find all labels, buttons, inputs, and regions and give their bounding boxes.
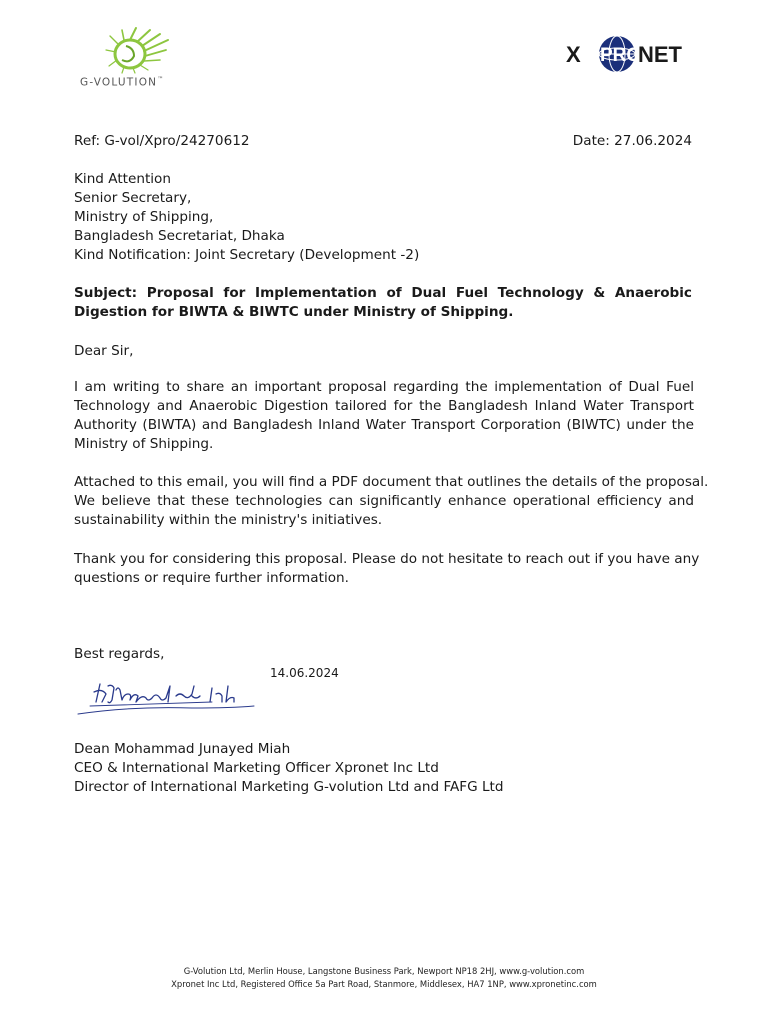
letter-date: Date: 27.06.2024 bbox=[572, 133, 692, 149]
svg-text:NET: NET bbox=[638, 42, 682, 67]
paragraph-line: Technology and Anaerobic Digestion tailored for the Bangladesh Inland Water Transport bbox=[74, 398, 694, 414]
footer-line: G-Volution Ltd, Merlin House, Langstone Business Park, Newport NP18 2HJ, www.g-volution.com bbox=[183, 966, 585, 976]
svg-text:X: X bbox=[566, 42, 581, 67]
signer-title: CEO & International Marketing Officer Xpronet Inc Ltd bbox=[74, 760, 439, 776]
subject-line: Subject: Proposal for Implementation of Dual Fuel Technology & Anaerobic bbox=[74, 285, 692, 301]
salutation: Dear Sir, bbox=[74, 343, 134, 359]
paragraph-line: sustainability within the ministry's initiatives. bbox=[74, 512, 383, 528]
body-paragraph bbox=[74, 473, 709, 530]
paragraph-line: Authority (BIWTA) and Bangladesh Inland Water Transport Corporation (BIWTC) under the bbox=[74, 417, 694, 433]
paragraph-line: Ministry of Shipping. bbox=[74, 436, 214, 452]
footer-line: Xpronet Inc Ltd, Registered Office 5a Part Road, Stanmore, Middlesex, HA7 1NP, www.xpronetinc.com bbox=[171, 979, 597, 989]
closing: Best regards, bbox=[74, 646, 165, 662]
body-paragraph bbox=[74, 550, 700, 588]
paragraph-line: Thank you for considering this proposal. Please do not hesitate to reach out if you have any bbox=[74, 551, 700, 567]
recipient-line: Kind Notification: Joint Secretary (Development -2) bbox=[74, 247, 420, 263]
recipient-line: Senior Secretary, bbox=[74, 190, 192, 206]
paragraph-line: We believe that these technologies can significantly enhance operational efficiency and bbox=[74, 493, 694, 509]
recipient-line: Ministry of Shipping, bbox=[74, 209, 214, 225]
g-volution-wordmark: G-VOLUTION™ bbox=[80, 76, 165, 89]
reference-number: Ref: G-vol/Xpro/24270612 bbox=[74, 133, 250, 149]
signer-block bbox=[74, 740, 504, 797]
handwritten-signature bbox=[72, 672, 258, 718]
paragraph-line: Attached to this email, you will find a PDF document that outlines the details of the proposal. bbox=[74, 474, 709, 490]
subject-heading bbox=[74, 284, 692, 322]
g-volution-logo bbox=[80, 26, 180, 90]
signer-title: Director of International Marketing G-volution Ltd and FAFG Ltd bbox=[74, 779, 504, 795]
paragraph-line: I am writing to share an important proposal regarding the implementation of Dual Fuel bbox=[74, 379, 694, 395]
footer-addresses bbox=[0, 965, 768, 991]
body-paragraph bbox=[74, 378, 694, 454]
xpronet-globe-icon bbox=[566, 36, 700, 74]
xpronet-logo bbox=[566, 36, 700, 74]
g-volution-swirl-icon bbox=[100, 26, 172, 74]
recipient-block bbox=[74, 170, 419, 265]
recipient-line: Kind Attention bbox=[74, 171, 171, 187]
paragraph-line: questions or require further information. bbox=[74, 570, 349, 586]
signature-date: 14.06.2024 bbox=[270, 666, 339, 680]
recipient-line: Bangladesh Secretariat, Dhaka bbox=[74, 228, 285, 244]
signer-name: Dean Mohammad Junayed Miah bbox=[74, 741, 291, 757]
subject-line: Digestion for BIWTA & BIWTC under Ministry of Shipping. bbox=[74, 304, 514, 320]
svg-text:PRO: PRO bbox=[600, 45, 642, 66]
